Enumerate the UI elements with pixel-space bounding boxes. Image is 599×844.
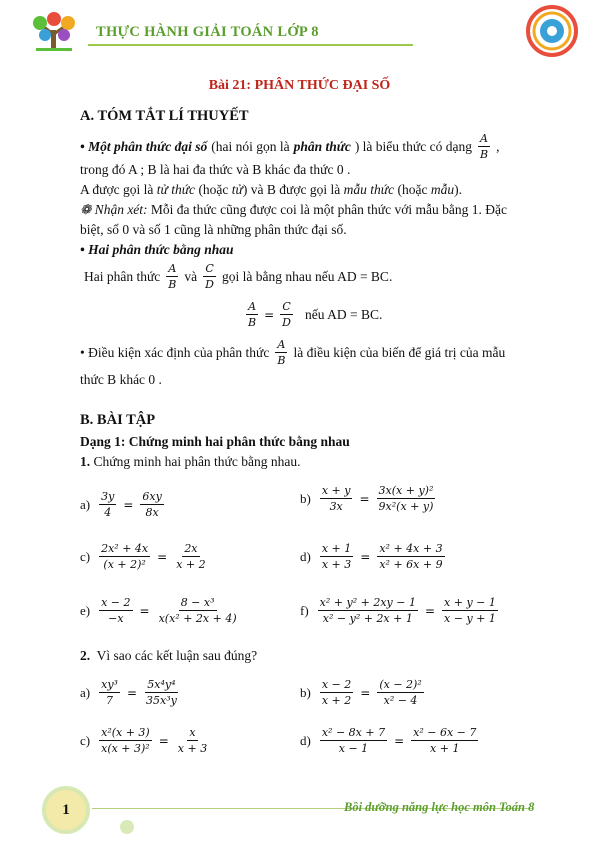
definition-term-short: phân thức — [293, 138, 351, 154]
remark-line: ❁ Nhận xét: Mỗi đa thức cũng được coi là một phân thức với mẫu bằng 1. Đặc — [80, 202, 507, 217]
definition-text: (hai nói gọn là — [211, 138, 290, 154]
condition-line-2: thức B khác 0 . — [80, 372, 162, 387]
exercise-2d: d) $\frac{\text{x² − 8x + 7}}{x - 1}$ = $\frac{\text{x² − 6x − 7}}{x + 1}$ — [300, 726, 477, 755]
exercise-1a: a) $\frac{3y}{4}$ = $\frac{6xy}{8x}$ — [80, 490, 162, 519]
type1-heading: Dạng 1: Chứng minh hai phân thức bằng nhau — [80, 434, 350, 449]
exercise-1b: b) $\frac{x + y}{3x}$ = $\frac{\text{3x(x + y)²}}{\text{9x²(x + y)}}$ — [300, 484, 434, 513]
question-2: 2. Vì sao các kết luận sau đúng? — [80, 648, 258, 663]
page-number: 1 — [42, 786, 90, 834]
definition-term: • Một phân thức đại số — [80, 138, 208, 154]
fraction-a-b: $\frac{A}{B}$ — [479, 132, 489, 161]
exercise-1d: d) $\frac{x + 1}{x + 3}$ = $\frac{\text{x² + 4x + 3}}{\text{x² + 6x + 9}}$ — [300, 542, 443, 571]
numerator-denominator-line: A được gọi là tử thức (hoặc tử) và B được gọi là mẫu thức (hoặc mẫu). — [80, 182, 462, 197]
exercise-2b: b) $\frac{x - 2}{x + 2}$ = $\frac{\text{(x − 2)²}}{\text{x² − 4}}$ — [300, 678, 422, 707]
school-emblem-icon — [525, 4, 579, 58]
footer-text: Bồi dưỡng năng lực học môn Toán 8 — [344, 800, 535, 814]
exercise-2c: c) $\frac{\text{x²(x + 3)}}{\text{x(x + 3)²}}$ = $\frac{x}{x + 3}$ — [80, 726, 208, 755]
equal-fractions-heading: • Hai phân thức bằng nhau — [80, 242, 234, 257]
remark-line-2: biệt, số 0 và số 1 cũng là những phân thức đại số. — [80, 222, 347, 237]
question-1: 1. Chứng minh hai phân thức bằng nhau. — [80, 454, 301, 469]
exercise-1f: f) $\frac{\text{x² + y² + 2xy − 1}}{\text{x² − y² + 2x + 1}}$ = $\frac{x + y - 1}{x - y + 1}$ — [300, 596, 496, 625]
definition-line-2: trong đó A ; B là hai đa thức và B khác đa thức 0 . — [80, 162, 351, 177]
definition-line: • Một phân thức đại số (hai nói gọn là phân thức ) là biểu thức có dạng $\frac{A}{B}$ , — [80, 132, 500, 161]
section-a-heading: A. TÓM TẮT LÍ THUYẾT — [80, 108, 249, 124]
footer-decoration-icon — [118, 818, 136, 836]
definition-text-2: ) là biểu thức có dạng — [354, 138, 472, 154]
equal-fractions-line: Hai phân thức $\frac{A}{B}$ và $\frac{C}{D}$ gọi là bằng nhau nếu AD = BC. — [84, 262, 393, 291]
lesson-title: Bài 21: PHÂN THỨC ĐẠI SỐ — [208, 78, 391, 93]
exercise-1e: e) $\frac{x - 2}{-x}$ = $\frac{\text{8 − x³}}{\text{x(x² + 2x + 4)}}$ — [80, 596, 237, 625]
exercise-1c: c) $\frac{\text{2x² + 4x}}{\text{(x + 2)²}}$ = $\frac{2x}{x + 2}$ — [80, 542, 206, 571]
section-b-heading: B. BÀI TẬP — [80, 412, 156, 428]
condition-line: • Điều kiện xác định của phân thức $\frac{A}{B}$ là điều kiện của biến để giá trị của mẫu — [80, 338, 506, 367]
tree-logo-icon — [28, 10, 80, 52]
equal-fractions-formula: $\frac{A}{B}$ = $\frac{C}{D}$ nếu AD = BC. — [248, 300, 383, 329]
exercise-2a: a) $\frac{\text{xy³}}{7}$ = $\frac{\text{5x⁴y⁴}}{\text{35x³y}}$ — [80, 678, 177, 707]
header-underline — [88, 44, 413, 46]
header-title: THỰC HÀNH GIẢI TOÁN LỚP 8 — [96, 24, 319, 40]
